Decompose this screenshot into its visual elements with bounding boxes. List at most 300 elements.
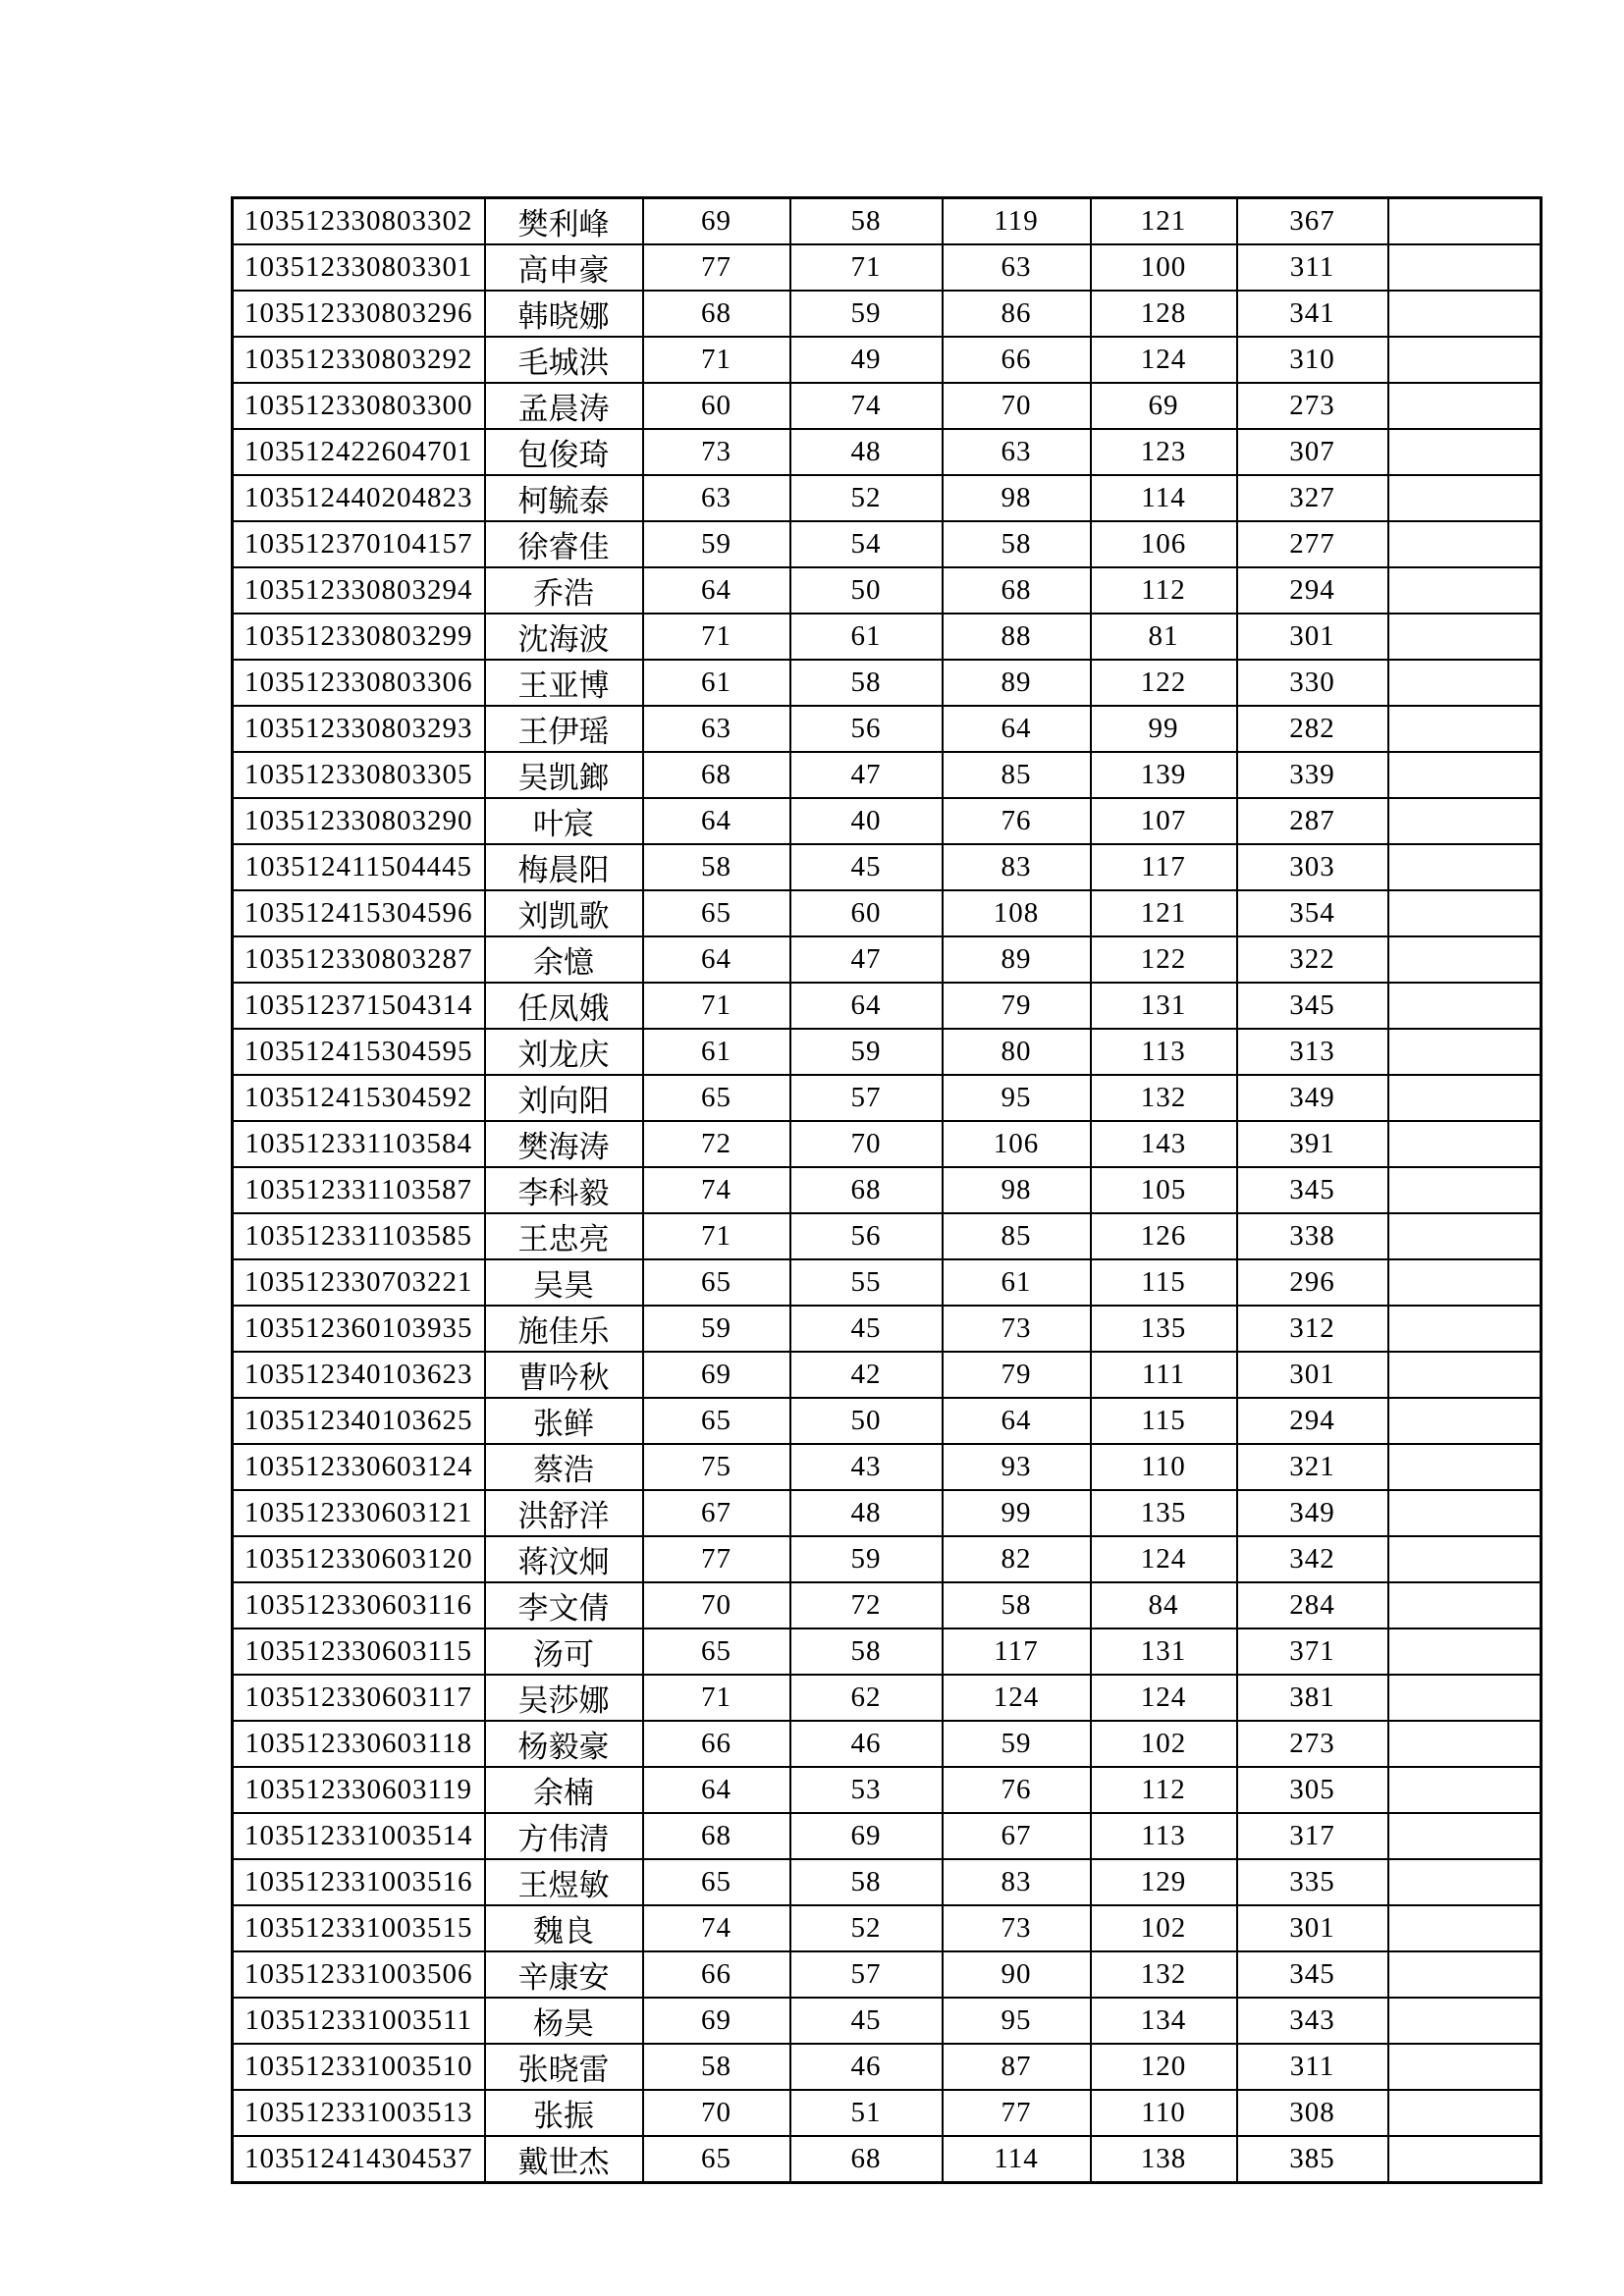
empty-note-cell — [1388, 1352, 1542, 1398]
score1-cell: 66 — [643, 1951, 790, 1998]
score1-cell: 65 — [643, 1398, 790, 1444]
empty-note-cell — [1388, 2090, 1542, 2136]
empty-note-cell — [1388, 1767, 1542, 1813]
score3-cell: 79 — [943, 1352, 1091, 1398]
table-row — [233, 752, 1542, 798]
name-cell: 高申豪 — [485, 244, 643, 291]
score4-cell: 100 — [1091, 244, 1237, 291]
score3-cell: 59 — [943, 1721, 1091, 1767]
table-row — [233, 614, 1542, 660]
score1-cell: 64 — [643, 798, 790, 844]
total-score-cell: 301 — [1237, 614, 1388, 660]
table-row — [233, 1075, 1542, 1121]
score2-cell: 56 — [790, 706, 943, 752]
score3-cell: 68 — [943, 567, 1091, 614]
score4-cell: 105 — [1091, 1167, 1237, 1213]
score2-cell: 53 — [790, 1767, 943, 1813]
name-cell: 任凤娥 — [485, 983, 643, 1029]
candidate-id-cell: 103512331103584 — [233, 1121, 485, 1167]
total-score-cell: 341 — [1237, 291, 1388, 337]
score2-cell: 52 — [790, 475, 943, 521]
score1-cell: 61 — [643, 660, 790, 706]
total-score-cell: 330 — [1237, 660, 1388, 706]
score3-cell: 87 — [943, 2044, 1091, 2090]
name-cell: 韩晓娜 — [485, 291, 643, 337]
total-score-cell: 273 — [1237, 383, 1388, 429]
name-cell: 杨昊 — [485, 1998, 643, 2044]
candidate-id-cell: 103512330803300 — [233, 383, 485, 429]
score1-cell: 58 — [643, 844, 790, 890]
empty-note-cell — [1388, 475, 1542, 521]
name-cell: 徐睿佳 — [485, 521, 643, 567]
total-score-cell: 385 — [1237, 2136, 1388, 2183]
total-score-cell: 294 — [1237, 567, 1388, 614]
empty-note-cell — [1388, 1675, 1542, 1721]
total-score-cell: 338 — [1237, 1213, 1388, 1259]
total-score-cell: 349 — [1237, 1490, 1388, 1536]
score1-cell: 71 — [643, 983, 790, 1029]
empty-note-cell — [1388, 1905, 1542, 1951]
total-score-cell: 310 — [1237, 337, 1388, 383]
candidate-id-cell: 103512330803287 — [233, 936, 485, 983]
score1-cell: 60 — [643, 383, 790, 429]
score2-cell: 48 — [790, 1490, 943, 1536]
candidate-id-cell: 103512330803290 — [233, 798, 485, 844]
score2-cell: 74 — [790, 383, 943, 429]
candidate-id-cell: 103512330603116 — [233, 1582, 485, 1629]
score2-cell: 59 — [790, 291, 943, 337]
candidate-id-cell: 103512330803305 — [233, 752, 485, 798]
name-cell: 柯毓泰 — [485, 475, 643, 521]
score2-cell: 69 — [790, 1813, 943, 1859]
total-score-cell: 305 — [1237, 1767, 1388, 1813]
table-row — [233, 936, 1542, 983]
name-cell: 张振 — [485, 2090, 643, 2136]
score2-cell: 58 — [790, 1629, 943, 1675]
empty-note-cell — [1388, 1444, 1542, 1490]
name-cell: 杨毅豪 — [485, 1721, 643, 1767]
score3-cell: 108 — [943, 890, 1091, 936]
score4-cell: 124 — [1091, 1536, 1237, 1582]
candidate-id-cell: 103512411504445 — [233, 844, 485, 890]
score2-cell: 40 — [790, 798, 943, 844]
score1-cell: 64 — [643, 567, 790, 614]
table-row — [233, 1905, 1542, 1951]
score3-cell: 82 — [943, 1536, 1091, 1582]
score3-cell: 73 — [943, 1306, 1091, 1352]
score3-cell: 64 — [943, 706, 1091, 752]
name-cell: 吴凯鎯 — [485, 752, 643, 798]
score1-cell: 63 — [643, 706, 790, 752]
empty-note-cell — [1388, 1813, 1542, 1859]
score3-cell: 83 — [943, 844, 1091, 890]
score4-cell: 115 — [1091, 1259, 1237, 1306]
candidate-id-cell: 103512415304596 — [233, 890, 485, 936]
candidate-id-cell: 103512371504314 — [233, 983, 485, 1029]
name-cell: 戴世杰 — [485, 2136, 643, 2183]
candidate-id-cell: 103512330603120 — [233, 1536, 485, 1582]
candidate-id-cell: 103512331003515 — [233, 1905, 485, 1951]
score2-cell: 72 — [790, 1582, 943, 1629]
table-row — [233, 1029, 1542, 1075]
score3-cell: 61 — [943, 1259, 1091, 1306]
table-row — [233, 1998, 1542, 2044]
name-cell: 王亚博 — [485, 660, 643, 706]
empty-note-cell — [1388, 1306, 1542, 1352]
candidate-id-cell: 103512340103623 — [233, 1352, 485, 1398]
score2-cell: 43 — [790, 1444, 943, 1490]
table-row — [233, 1767, 1542, 1813]
name-cell: 叶宸 — [485, 798, 643, 844]
score1-cell: 67 — [643, 1490, 790, 1536]
total-score-cell: 345 — [1237, 1167, 1388, 1213]
empty-note-cell — [1388, 890, 1542, 936]
score4-cell: 113 — [1091, 1029, 1237, 1075]
score4-cell: 112 — [1091, 567, 1237, 614]
name-cell: 李科毅 — [485, 1167, 643, 1213]
table-row — [233, 1167, 1542, 1213]
candidate-id-cell: 103512331003516 — [233, 1859, 485, 1905]
total-score-cell: 317 — [1237, 1813, 1388, 1859]
total-score-cell: 345 — [1237, 983, 1388, 1029]
total-score-cell: 322 — [1237, 936, 1388, 983]
empty-note-cell — [1388, 1167, 1542, 1213]
score1-cell: 65 — [643, 1859, 790, 1905]
total-score-cell: 371 — [1237, 1629, 1388, 1675]
empty-note-cell — [1388, 844, 1542, 890]
name-cell: 包俊琦 — [485, 429, 643, 475]
empty-note-cell — [1388, 244, 1542, 291]
total-score-cell: 282 — [1237, 706, 1388, 752]
score3-cell: 76 — [943, 798, 1091, 844]
name-cell: 吴昊 — [485, 1259, 643, 1306]
total-score-cell: 381 — [1237, 1675, 1388, 1721]
score1-cell: 77 — [643, 1536, 790, 1582]
score4-cell: 121 — [1091, 890, 1237, 936]
score1-cell: 77 — [643, 244, 790, 291]
score4-cell: 123 — [1091, 429, 1237, 475]
table-row — [233, 1398, 1542, 1444]
score2-cell: 70 — [790, 1121, 943, 1167]
score4-cell: 69 — [1091, 383, 1237, 429]
candidate-id-cell: 103512340103625 — [233, 1398, 485, 1444]
score2-cell: 59 — [790, 1029, 943, 1075]
score3-cell: 58 — [943, 1582, 1091, 1629]
score4-cell: 111 — [1091, 1352, 1237, 1398]
score1-cell: 58 — [643, 2044, 790, 2090]
name-cell: 方伟清 — [485, 1813, 643, 1859]
score3-cell: 64 — [943, 1398, 1091, 1444]
score4-cell: 131 — [1091, 1629, 1237, 1675]
candidate-id-cell: 103512331103585 — [233, 1213, 485, 1259]
name-cell: 王伊瑶 — [485, 706, 643, 752]
empty-note-cell — [1388, 1398, 1542, 1444]
score1-cell: 71 — [643, 1213, 790, 1259]
table-row — [233, 1306, 1542, 1352]
score2-cell: 57 — [790, 1075, 943, 1121]
table-row — [233, 1721, 1542, 1767]
score4-cell: 122 — [1091, 936, 1237, 983]
name-cell: 孟晨涛 — [485, 383, 643, 429]
score3-cell: 86 — [943, 291, 1091, 337]
score2-cell: 50 — [790, 1398, 943, 1444]
table-row — [233, 198, 1542, 245]
score1-cell: 65 — [643, 890, 790, 936]
score3-cell: 98 — [943, 1167, 1091, 1213]
table-row — [233, 2044, 1542, 2090]
table-row — [233, 1259, 1542, 1306]
total-score-cell: 312 — [1237, 1306, 1388, 1352]
score3-cell: 77 — [943, 2090, 1091, 2136]
table-row — [233, 291, 1542, 337]
candidate-id-cell: 103512330603124 — [233, 1444, 485, 1490]
name-cell: 吴莎娜 — [485, 1675, 643, 1721]
score3-cell: 95 — [943, 1998, 1091, 2044]
empty-note-cell — [1388, 1582, 1542, 1629]
score1-cell: 64 — [643, 1767, 790, 1813]
empty-note-cell — [1388, 1213, 1542, 1259]
score1-cell: 70 — [643, 2090, 790, 2136]
table-row — [233, 1536, 1542, 1582]
score2-cell: 45 — [790, 1306, 943, 1352]
score1-cell: 69 — [643, 198, 790, 245]
score1-cell: 64 — [643, 936, 790, 983]
table-row — [233, 1675, 1542, 1721]
score4-cell: 126 — [1091, 1213, 1237, 1259]
score4-cell: 102 — [1091, 1721, 1237, 1767]
empty-note-cell — [1388, 1859, 1542, 1905]
empty-note-cell — [1388, 429, 1542, 475]
score3-cell: 73 — [943, 1905, 1091, 1951]
candidate-id-cell: 103512330603115 — [233, 1629, 485, 1675]
score1-cell: 63 — [643, 475, 790, 521]
table-row — [233, 1121, 1542, 1167]
score3-cell: 80 — [943, 1029, 1091, 1075]
table-row — [233, 706, 1542, 752]
score1-cell: 74 — [643, 1167, 790, 1213]
candidate-id-cell: 103512330803294 — [233, 567, 485, 614]
score2-cell: 57 — [790, 1951, 943, 1998]
name-cell: 刘凯歌 — [485, 890, 643, 936]
total-score-cell: 349 — [1237, 1075, 1388, 1121]
table-row — [233, 429, 1542, 475]
candidate-id-cell: 103512330803292 — [233, 337, 485, 383]
score3-cell: 83 — [943, 1859, 1091, 1905]
candidate-id-cell: 103512331003511 — [233, 1998, 485, 2044]
candidate-id-cell: 103512330803302 — [233, 198, 485, 245]
score2-cell: 61 — [790, 614, 943, 660]
score4-cell: 112 — [1091, 1767, 1237, 1813]
candidate-id-cell: 103512415304592 — [233, 1075, 485, 1121]
score4-cell: 134 — [1091, 1998, 1237, 2044]
score3-cell: 66 — [943, 337, 1091, 383]
score4-cell: 121 — [1091, 198, 1237, 245]
name-cell: 辛康安 — [485, 1951, 643, 1998]
total-score-cell: 367 — [1237, 198, 1388, 245]
empty-note-cell — [1388, 2136, 1542, 2183]
empty-note-cell — [1388, 198, 1542, 245]
table-row — [233, 1490, 1542, 1536]
table-row — [233, 1213, 1542, 1259]
score2-cell: 58 — [790, 198, 943, 245]
table-row — [233, 2136, 1542, 2183]
name-cell: 沈海波 — [485, 614, 643, 660]
score2-cell: 55 — [790, 1259, 943, 1306]
score2-cell: 42 — [790, 1352, 943, 1398]
total-score-cell: 294 — [1237, 1398, 1388, 1444]
score3-cell: 63 — [943, 429, 1091, 475]
total-score-cell: 277 — [1237, 521, 1388, 567]
score3-cell: 58 — [943, 521, 1091, 567]
name-cell: 王忠亮 — [485, 1213, 643, 1259]
candidate-id-cell: 103512330803299 — [233, 614, 485, 660]
name-cell: 余楠 — [485, 1767, 643, 1813]
empty-note-cell — [1388, 614, 1542, 660]
score2-cell: 58 — [790, 660, 943, 706]
candidate-id-cell: 103512330603118 — [233, 1721, 485, 1767]
score3-cell: 106 — [943, 1121, 1091, 1167]
score4-cell: 110 — [1091, 2090, 1237, 2136]
score4-cell: 143 — [1091, 1121, 1237, 1167]
score1-cell: 72 — [643, 1121, 790, 1167]
score3-cell: 117 — [943, 1629, 1091, 1675]
empty-note-cell — [1388, 1536, 1542, 1582]
total-score-cell: 391 — [1237, 1121, 1388, 1167]
score4-cell: 122 — [1091, 660, 1237, 706]
table-row — [233, 1859, 1542, 1905]
score-table-body — [233, 198, 1542, 2183]
total-score-cell: 327 — [1237, 475, 1388, 521]
score4-cell: 120 — [1091, 2044, 1237, 2090]
score1-cell: 65 — [643, 1259, 790, 1306]
candidate-id-cell: 103512330803306 — [233, 660, 485, 706]
table-row — [233, 567, 1542, 614]
empty-note-cell — [1388, 1998, 1542, 2044]
score1-cell: 71 — [643, 614, 790, 660]
candidate-id-cell: 103512422604701 — [233, 429, 485, 475]
total-score-cell: 308 — [1237, 2090, 1388, 2136]
score3-cell: 93 — [943, 1444, 1091, 1490]
candidate-id-cell: 103512331003513 — [233, 2090, 485, 2136]
total-score-cell: 273 — [1237, 1721, 1388, 1767]
table-row — [233, 2090, 1542, 2136]
empty-note-cell — [1388, 567, 1542, 614]
score1-cell: 75 — [643, 1444, 790, 1490]
score4-cell: 117 — [1091, 844, 1237, 890]
name-cell: 乔浩 — [485, 567, 643, 614]
score4-cell: 135 — [1091, 1306, 1237, 1352]
score3-cell: 98 — [943, 475, 1091, 521]
candidate-id-cell: 103512330603117 — [233, 1675, 485, 1721]
score4-cell: 114 — [1091, 475, 1237, 521]
score2-cell: 58 — [790, 1859, 943, 1905]
score4-cell: 138 — [1091, 2136, 1237, 2183]
empty-note-cell — [1388, 752, 1542, 798]
score1-cell: 65 — [643, 1075, 790, 1121]
candidate-id-cell: 103512330803296 — [233, 291, 485, 337]
empty-note-cell — [1388, 660, 1542, 706]
empty-note-cell — [1388, 983, 1542, 1029]
empty-note-cell — [1388, 1951, 1542, 1998]
empty-note-cell — [1388, 337, 1542, 383]
table-row — [233, 475, 1542, 521]
total-score-cell: 345 — [1237, 1951, 1388, 1998]
score4-cell: 129 — [1091, 1859, 1237, 1905]
name-cell: 刘向阳 — [485, 1075, 643, 1121]
score4-cell: 110 — [1091, 1444, 1237, 1490]
candidate-id-cell: 103512331003506 — [233, 1951, 485, 1998]
score4-cell: 139 — [1091, 752, 1237, 798]
name-cell: 李文倩 — [485, 1582, 643, 1629]
empty-note-cell — [1388, 291, 1542, 337]
score2-cell: 49 — [790, 337, 943, 383]
candidate-id-cell: 103512330803293 — [233, 706, 485, 752]
candidate-id-cell: 103512331103587 — [233, 1167, 485, 1213]
total-score-cell: 311 — [1237, 244, 1388, 291]
score2-cell: 51 — [790, 2090, 943, 2136]
score3-cell: 89 — [943, 936, 1091, 983]
candidate-id-cell: 103512414304537 — [233, 2136, 485, 2183]
score3-cell: 85 — [943, 752, 1091, 798]
score3-cell: 85 — [943, 1213, 1091, 1259]
score2-cell: 47 — [790, 936, 943, 983]
table-row — [233, 1813, 1542, 1859]
table-row — [233, 660, 1542, 706]
score4-cell: 81 — [1091, 614, 1237, 660]
score4-cell: 124 — [1091, 1675, 1237, 1721]
score3-cell: 67 — [943, 1813, 1091, 1859]
table-row — [233, 337, 1542, 383]
empty-note-cell — [1388, 1029, 1542, 1075]
candidate-id-cell: 103512370104157 — [233, 521, 485, 567]
score2-cell: 48 — [790, 429, 943, 475]
total-score-cell: 335 — [1237, 1859, 1388, 1905]
name-cell: 余憶 — [485, 936, 643, 983]
candidate-id-cell: 103512331003514 — [233, 1813, 485, 1859]
table-row — [233, 890, 1542, 936]
score3-cell: 124 — [943, 1675, 1091, 1721]
score1-cell: 68 — [643, 291, 790, 337]
table-row — [233, 844, 1542, 890]
score1-cell: 59 — [643, 521, 790, 567]
score1-cell: 69 — [643, 1998, 790, 2044]
score3-cell: 79 — [943, 983, 1091, 1029]
score1-cell: 74 — [643, 1905, 790, 1951]
score4-cell: 102 — [1091, 1905, 1237, 1951]
candidate-id-cell: 103512330703221 — [233, 1259, 485, 1306]
empty-note-cell — [1388, 383, 1542, 429]
name-cell: 樊利峰 — [485, 198, 643, 245]
score1-cell: 71 — [643, 337, 790, 383]
name-cell: 王煜敏 — [485, 1859, 643, 1905]
empty-note-cell — [1388, 706, 1542, 752]
empty-note-cell — [1388, 1075, 1542, 1121]
empty-note-cell — [1388, 936, 1542, 983]
total-score-cell: 307 — [1237, 429, 1388, 475]
total-score-cell: 287 — [1237, 798, 1388, 844]
score1-cell: 71 — [643, 1675, 790, 1721]
total-score-cell: 311 — [1237, 2044, 1388, 2090]
total-score-cell: 342 — [1237, 1536, 1388, 1582]
score4-cell: 106 — [1091, 521, 1237, 567]
name-cell: 张鲜 — [485, 1398, 643, 1444]
score2-cell: 47 — [790, 752, 943, 798]
score3-cell: 63 — [943, 244, 1091, 291]
score3-cell: 70 — [943, 383, 1091, 429]
score1-cell: 68 — [643, 752, 790, 798]
table-row — [233, 1352, 1542, 1398]
candidate-id-cell: 103512415304595 — [233, 1029, 485, 1075]
